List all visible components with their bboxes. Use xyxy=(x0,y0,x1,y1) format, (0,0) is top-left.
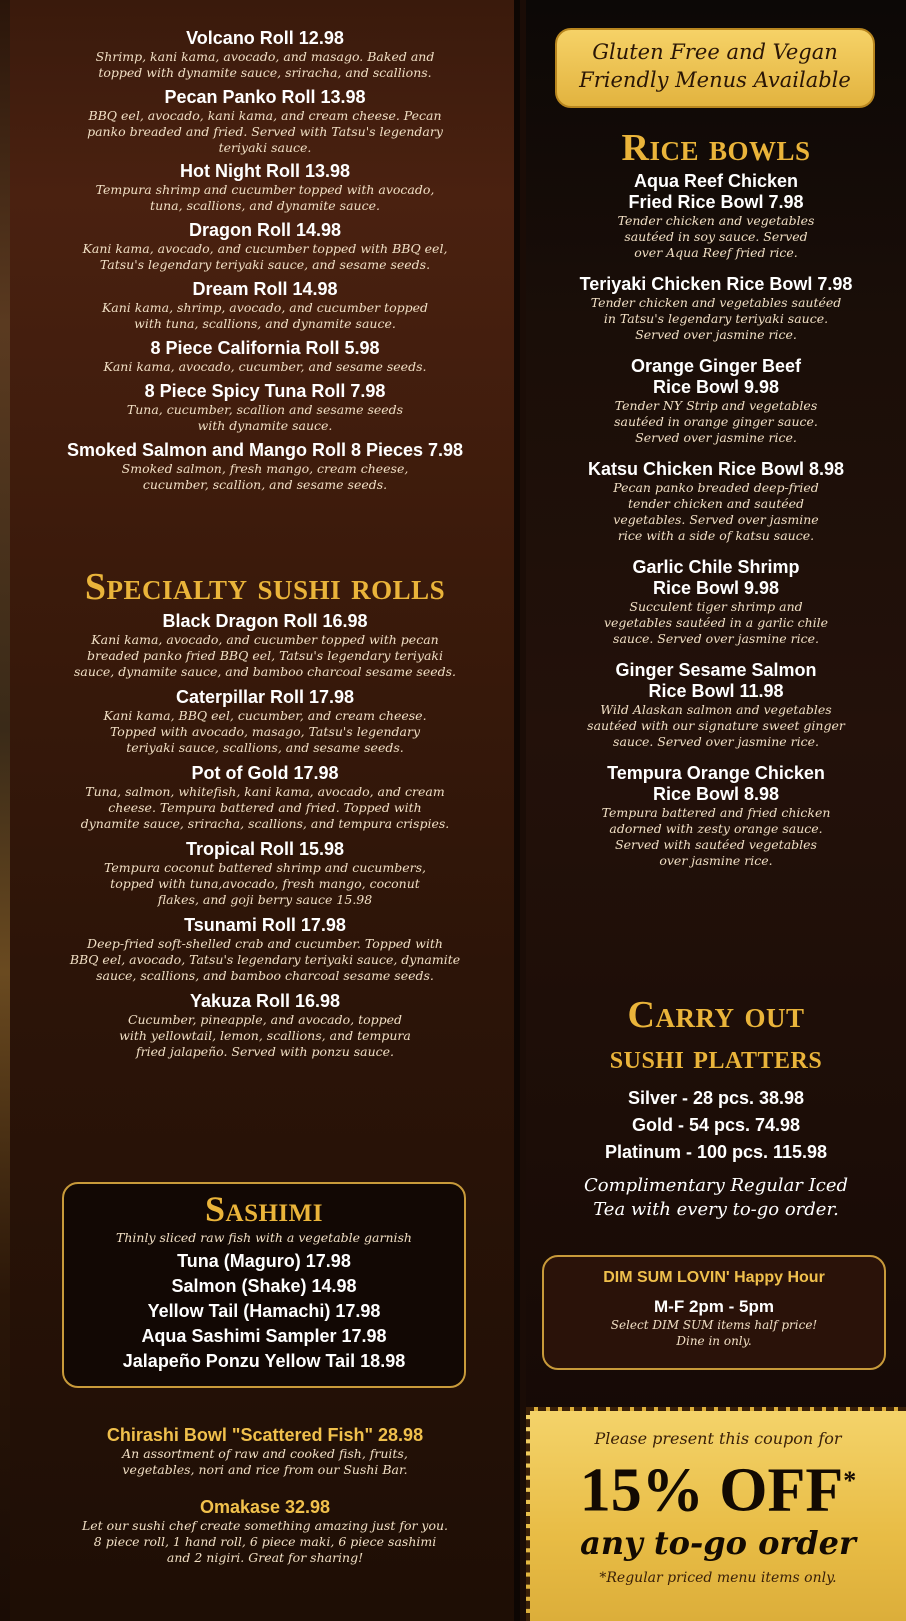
item-desc: Smoked salmon, fresh mango, cream cheese, xyxy=(121,461,409,476)
menu-item xyxy=(22,440,508,493)
menu-item xyxy=(22,381,508,434)
sashimi-box xyxy=(62,1182,466,1388)
specialty-list xyxy=(22,611,508,1060)
rice-bowl-item xyxy=(540,274,892,343)
item-desc: Deep-fried soft-shelled crab and cucumber. Topped with xyxy=(87,936,443,951)
item-desc: Tempura shrimp and cucumber topped with avocado, xyxy=(95,182,435,197)
item-desc: with tuna, scallions, and dynamite sauce. xyxy=(134,316,396,331)
item-desc: sauce. Served over jasmine rice. xyxy=(613,631,819,646)
coupon-sub: any to-go order xyxy=(580,1523,856,1562)
platters-list xyxy=(540,1085,892,1166)
carry-out-title-1: Carry out xyxy=(627,994,805,1036)
rice-bowl-item xyxy=(540,459,892,544)
platter-item: Silver - 28 pcs. 38.98 xyxy=(627,1088,805,1108)
item-desc: sauce, scallions, and bamboo charcoal sesame seeds. xyxy=(96,968,434,983)
item-name: Tsunami Roll 17.98 xyxy=(184,915,346,935)
sashimi-item: Jalapeño Ponzu Yellow Tail 18.98 xyxy=(122,1351,406,1371)
item-desc: Topped with avocado, masago, Tatsu's legendary xyxy=(109,724,421,739)
item-name: 8 Piece Spicy Tuna Roll 7.98 xyxy=(144,381,386,401)
rice-bowls-title: Rice bowls xyxy=(621,127,811,169)
sashimi-item: Tuna (Maguro) 17.98 xyxy=(177,1251,351,1271)
specialty-title: Specialty sushi rolls xyxy=(84,566,446,608)
coupon-discount-text: 15% OFF xyxy=(579,1456,844,1525)
item-desc: rice with a side of katsu sauce. xyxy=(617,528,815,543)
item-desc: vegetables, nori and rice from our Sushi Bar. xyxy=(122,1462,408,1477)
item-desc: topped with dynamite sauce, sriracha, and scallions. xyxy=(98,65,432,80)
menu-item xyxy=(22,338,508,375)
iced-tea-note-1: Complimentary Regular Iced xyxy=(584,1175,848,1196)
item-desc: Tatsu's legendary teriyaki sauce, and sesame seeds. xyxy=(99,257,431,272)
item-desc: Shrimp, kani kama, avocado, and masago. Baked and xyxy=(95,49,435,64)
item-desc: Kani kama, shrimp, avocado, and cucumber topped xyxy=(101,300,429,315)
gluten-free-badge xyxy=(555,28,875,108)
item-desc: sautéed in orange ginger sauce. xyxy=(614,414,818,429)
item-name: 8 Piece California Roll 5.98 xyxy=(150,338,380,358)
menu-item xyxy=(22,763,508,832)
item-name: Fried Rice Bowl 7.98 xyxy=(628,192,804,212)
rice-bowl-item xyxy=(540,557,892,647)
menu-item xyxy=(22,279,508,332)
omakase-desc xyxy=(22,1518,508,1566)
item-desc: Served over jasmine rice. xyxy=(635,327,797,342)
coupon-pre: Please present this coupon for xyxy=(594,1429,842,1448)
item-desc: Kani kama, avocado, and cucumber topped with pecan xyxy=(91,632,439,647)
item-name: Ginger Sesame Salmon xyxy=(615,660,817,680)
item-desc: cucumber, scallion, and sesame seeds. xyxy=(142,477,388,492)
item-desc: Cucumber, pineapple, and avocado, topped xyxy=(127,1012,403,1027)
item-desc: over Aqua Reef fried rice. xyxy=(634,245,798,260)
item-name: Rice Bowl 9.98 xyxy=(652,578,780,598)
item-desc: An assortment of raw and cooked fish, fruits, xyxy=(122,1446,408,1461)
item-desc: Succulent tiger shrimp and xyxy=(629,599,803,614)
item-desc: with dynamite sauce. xyxy=(197,418,333,433)
item-desc: fried jalapeño. Served with ponzu sauce. xyxy=(135,1044,395,1059)
carry-out-section xyxy=(540,993,892,1222)
menu-item xyxy=(22,915,508,984)
item-name: Volcano Roll 12.98 xyxy=(186,28,344,48)
item-name: Rice Bowl 11.98 xyxy=(648,681,784,701)
platter-item: Platinum - 100 pcs. 115.98 xyxy=(604,1142,828,1162)
item-desc: sautéed with our signature sweet ginger xyxy=(587,718,845,733)
item-name: Smoked Salmon and Mango Roll 8 Pieces 7.98 xyxy=(66,440,464,460)
menu-item xyxy=(22,991,508,1060)
rice-bowl-item xyxy=(540,763,892,869)
item-desc: Served with sautéed vegetables xyxy=(615,837,817,852)
item-desc: breaded panko fried BBQ eel, Tatsu's legendary teriyaki xyxy=(86,648,443,663)
item-desc: panko breaded and fried. Served with Tatsu's legendary xyxy=(87,124,443,139)
item-name: Dream Roll 14.98 xyxy=(192,279,338,299)
item-name: Pot of Gold 17.98 xyxy=(191,763,339,783)
rice-bowl-item xyxy=(540,356,892,446)
menu-item xyxy=(22,220,508,273)
menu-item xyxy=(22,161,508,214)
item-desc: Kani kama, avocado, cucumber, and sesame seeds. xyxy=(103,359,427,374)
item-desc: sauce. Served over jasmine rice. xyxy=(613,734,819,749)
chirashi-desc xyxy=(22,1446,508,1478)
dim-sum-hours: M-F 2pm - 5pm xyxy=(654,1297,774,1316)
item-name: Tempura Orange Chicken xyxy=(607,763,825,783)
item-desc: Served over jasmine rice. xyxy=(635,430,797,445)
item-desc: flakes, and goji berry sauce 15.98 xyxy=(157,892,373,907)
chirashi-name: Chirashi Bowl "Scattered Fish" 28.98 xyxy=(106,1425,424,1445)
specialty-section xyxy=(22,565,508,1067)
item-name: Yakuza Roll 16.98 xyxy=(189,991,341,1011)
item-desc: Pecan panko breaded deep-fried xyxy=(613,480,819,495)
sashimi-item: Salmon (Shake) 14.98 xyxy=(171,1276,357,1296)
item-desc: dynamite sauce, sriracha, scallions, and tempura crispies. xyxy=(80,816,450,831)
sashimi-desc: Thinly sliced raw fish with a vegetable garnish xyxy=(116,1230,412,1245)
item-desc: Let our sushi chef create something amazing just for you. xyxy=(81,1518,449,1533)
item-name: Teriyaki Chicken Rice Bowl 7.98 xyxy=(579,274,853,294)
item-desc: 8 piece roll, 1 hand roll, 6 piece maki, 6 piece sashimi xyxy=(93,1534,437,1549)
item-desc: BBQ eel, avocado, Tatsu's legendary teriyaki sauce, dynamite xyxy=(69,952,461,967)
dim-sum-desc-2: Dine in only. xyxy=(676,1334,752,1348)
item-desc: sautéed in soy sauce. Served xyxy=(624,229,808,244)
item-name: Tropical Roll 15.98 xyxy=(185,839,345,859)
dim-sum-title: DIM SUM LOVIN' Happy Hour xyxy=(603,1269,825,1286)
badge-line-1: Gluten Free and Vegan xyxy=(592,40,838,64)
item-desc: adorned with zesty orange sauce. xyxy=(609,821,823,836)
item-desc: over jasmine rice. xyxy=(659,853,773,868)
sashimi-item: Yellow Tail (Hamachi) 17.98 xyxy=(147,1301,381,1321)
item-name: Hot Night Roll 13.98 xyxy=(179,161,350,181)
menu-item xyxy=(22,28,508,81)
item-desc: Tender chicken and vegetables xyxy=(617,213,815,228)
item-name: Dragon Roll 14.98 xyxy=(188,220,342,240)
item-desc: tender chicken and sautéed xyxy=(627,496,805,511)
item-name: Rice Bowl 8.98 xyxy=(652,784,780,804)
item-name: Orange Ginger Beef xyxy=(630,356,802,376)
rolls-list xyxy=(22,28,508,499)
platter-item: Gold - 54 pcs. 74.98 xyxy=(631,1115,801,1135)
item-desc: Tempura battered and fried chicken xyxy=(601,805,831,820)
item-desc: Tuna, salmon, whitefish, kani kama, avocado, and cream xyxy=(85,784,445,799)
item-desc: cheese. Tempura battered and fried. Topped with xyxy=(108,800,422,815)
item-desc: Tempura coconut battered shrimp and cucumbers, xyxy=(104,860,426,875)
item-name: Rice Bowl 9.98 xyxy=(652,377,780,397)
item-desc: tuna, scallions, and dynamite sauce. xyxy=(150,198,380,213)
chirashi-item xyxy=(22,1425,508,1478)
item-desc: Tender NY Strip and vegetables xyxy=(614,398,818,413)
coupon-discount xyxy=(530,1448,906,1524)
menu-item xyxy=(22,611,508,680)
item-desc: BBQ eel, avocado, kani kama, and cream cheese. Pecan xyxy=(88,108,442,123)
omakase-name: Omakase 32.98 xyxy=(199,1497,331,1517)
sashimi-list xyxy=(64,1249,464,1374)
menu-item xyxy=(22,839,508,908)
page-edge xyxy=(0,0,10,1621)
item-desc: vegetables. Served over jasmine xyxy=(613,512,819,527)
rice-bowl-item xyxy=(540,171,892,261)
coupon[interactable] xyxy=(526,1407,906,1621)
item-desc: and 2 nigiri. Great for sharing! xyxy=(166,1550,364,1565)
item-name: Caterpillar Roll 17.98 xyxy=(175,687,355,707)
item-desc: sauce, dynamite sauce, and bamboo charcoal sesame seeds. xyxy=(73,664,457,679)
item-desc: teriyaki sauce. xyxy=(218,140,312,155)
coupon-asterisk: * xyxy=(843,1466,857,1495)
dim-sum-desc-1: Select DIM SUM items half price! xyxy=(610,1318,818,1332)
item-name: Katsu Chicken Rice Bowl 8.98 xyxy=(587,459,845,479)
rice-bowl-item xyxy=(540,660,892,750)
rice-bowls-section xyxy=(540,125,892,869)
item-name: Pecan Panko Roll 13.98 xyxy=(164,87,366,107)
item-name: Black Dragon Roll 16.98 xyxy=(162,611,368,631)
omakase-item xyxy=(22,1497,508,1566)
item-desc: topped with tuna,avocado, fresh mango, coconut xyxy=(110,876,420,891)
item-desc: Kani kama, avocado, and cucumber topped with BBQ eel, xyxy=(82,241,448,256)
carry-out-title-2: sushi platters xyxy=(609,1039,823,1076)
iced-tea-note-2: Tea with every to-go order. xyxy=(593,1199,839,1220)
item-desc: Kani kama, BBQ eel, cucumber, and cream cheese. xyxy=(103,708,427,723)
item-desc: Wild Alaskan salmon and vegetables xyxy=(600,702,832,717)
sashimi-item: Aqua Sashimi Sampler 17.98 xyxy=(141,1326,387,1346)
item-name: Garlic Chile Shrimp xyxy=(632,557,800,577)
menu-item xyxy=(22,87,508,156)
dim-sum-box xyxy=(542,1255,886,1370)
sashimi-title: Sashimi xyxy=(205,1189,323,1229)
item-desc: Tender chicken and vegetables sautéed xyxy=(590,295,842,310)
menu-item xyxy=(22,687,508,756)
coupon-note: *Regular priced menu items only. xyxy=(599,1569,837,1586)
item-desc: in Tatsu's legendary teriyaki sauce. xyxy=(603,311,829,326)
badge-line-2: Friendly Menus Available xyxy=(579,68,851,92)
item-desc: teriyaki sauce, scallions, and sesame seeds. xyxy=(126,740,404,755)
rice-bowls-list xyxy=(540,171,892,869)
item-desc: with yellowtail, lemon, scallions, and tempura xyxy=(119,1028,411,1043)
item-desc: vegetables sautéed in a garlic chile xyxy=(603,615,829,630)
item-name: Aqua Reef Chicken xyxy=(633,171,799,191)
item-desc: Tuna, cucumber, scallion and sesame seeds xyxy=(126,402,404,417)
